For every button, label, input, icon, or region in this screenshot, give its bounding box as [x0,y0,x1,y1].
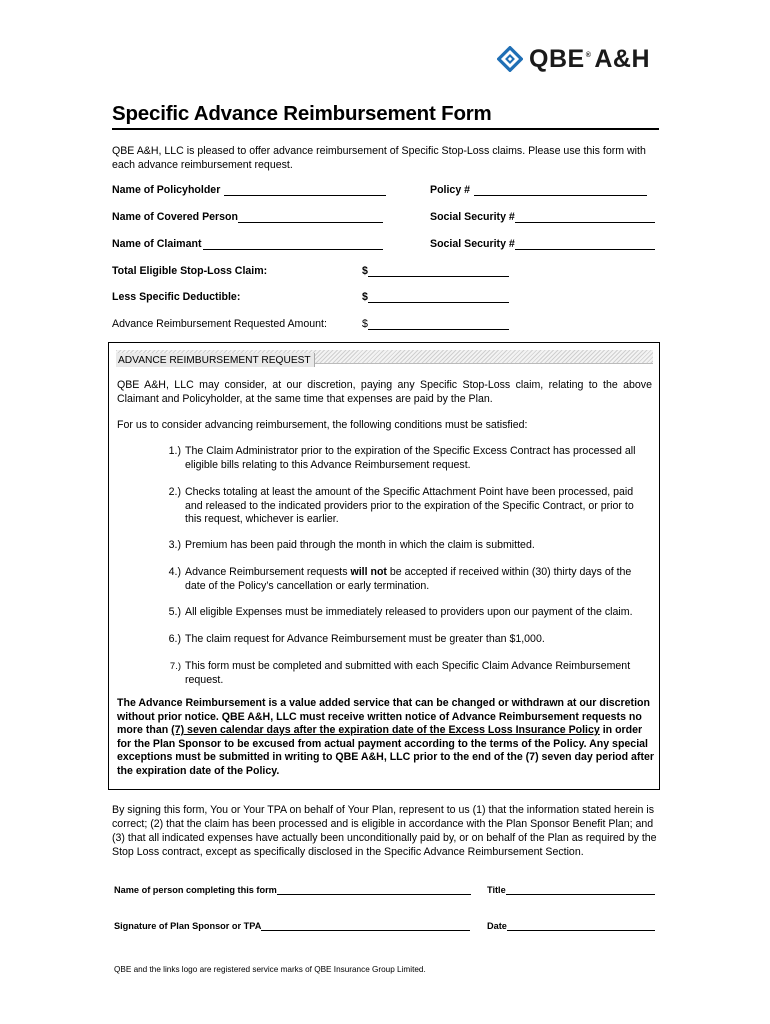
notice-paragraph: The Advance Reimbursement is a value added service that can be changed or withdrawn at our discretion without prior notice. QBE A&H, LLC must receive written notice of Advance Reimbursement requests no more than (7) seven calendar days after the expiration date of the Excess Loss Insurance Policy in order for the Plan Sponsor to be excused from actual payment according to the terms of the Policy. Any special exceptions must be submitted in writing to QBE A&H, LLC prior to the end of the (7) seven day period after the expiration date of the Policy. [117,697,654,777]
qbe-links-icon [497,46,523,72]
person-completing-field [114,885,471,895]
policy-number-label: Policy # [430,184,471,196]
person-completing-label: Name of person completing this form [114,885,277,895]
title-input[interactable] [506,885,655,895]
advance-amount-input[interactable] [368,318,509,330]
deductible-currency: $ [362,291,368,303]
ssn-label-2: Social Security # [430,238,515,250]
condition-1 [159,445,639,472]
condition-text: Checks totaling at least the amount of the Specific Attachment Point have been processed, paid and released to the indicated providers prior to the expiration of the Specific Contract, or prior to this request, whichever is earlier. [185,486,634,525]
condition-text: Advance Reimbursement requests will not be accepted if received within (30) thirty days of the date of the Policy’s cancellation or early termination. [185,566,632,592]
condition-text: The Claim Administrator prior to the expiration of the Specific Excess Contract has processed all eligible bills relating to this Advance Reimbursement request. [185,445,636,471]
title-label: Title [487,885,506,895]
condition-4 [159,566,639,593]
total-claim-input[interactable] [368,265,509,277]
footer-trademark: QBE and the links logo are registered service marks of QBE Insurance Group Limited. [114,965,426,974]
ssn-field-2 [430,238,655,250]
condition-3 [159,539,639,553]
ssn-label-1: Social Security # [430,211,515,223]
notice-deadline: (7) seven calendar days after the expiration date of the Excess Loss Insurance Policy [171,724,600,736]
title-field [487,885,655,895]
intro-text: QBE A&H, LLC is pleased to offer advance reimbursement of Specific Stop-Loss claims. Please use this form with each advance reimbursement request. [112,145,646,171]
condition-2 [159,486,639,527]
condition-number: 1.) [168,445,181,457]
total-claim-currency: $ [362,265,368,277]
policyholder-input[interactable] [224,184,386,196]
covered-person-input[interactable] [238,211,383,223]
condition-number: 4.) [168,566,181,578]
policyholder-field [112,184,386,196]
request-paragraph-1: QBE A&H, LLC may consider, at our discretion, paying any Specific Stop-Loss claim, relating to the above Claimant and Policyholder, at the same time that expenses are paid by the Plan. [117,379,652,405]
condition-6 [159,633,639,647]
ssn-field-1 [430,211,655,223]
total-claim-label: Total Eligible Stop-Loss Claim: [112,265,268,277]
title-rule [112,128,659,130]
condition-number: 6.) [168,633,181,645]
condition-7 [159,660,639,687]
advance-request-header-label: ADVANCE REIMBURSEMENT REQUEST [116,353,315,367]
advance-amount-field [362,318,509,330]
policy-number-field [430,184,647,196]
deductible-field [362,291,509,303]
total-claim-field [362,265,509,277]
signing-statement: By signing this form, You or Your TPA on behalf of Your Plan, represent to us (1) that the information stated herein is correct; (2) that the claim has been processed and is eligible in accordance with the Plan Sponsor Benefit Plan; and (3) that all indicated expenses have actually been unconditionally paid by, or on behalf of the Plan as required by the Stop Loss contract, except as specifically disclosed in the Specific Advance Reimbursement Section. [112,804,657,858]
policyholder-label: Name of Policyholder [112,184,221,196]
date-label: Date [487,921,507,931]
deductible-label: Less Specific Deductible: [112,291,241,303]
qbe-logo [497,44,650,74]
sponsor-signature-label: Signature of Plan Sponsor or TPA [114,921,262,931]
person-completing-input[interactable] [277,885,471,895]
ssn-input-2[interactable] [515,238,655,250]
request-paragraph-2: For us to consider advancing reimbursement, the following conditions must be satisfied: [117,419,528,431]
sponsor-signature-input[interactable] [261,921,470,931]
date-field [487,921,655,931]
condition-text: All eligible Expenses must be immediately released to providers upon our payment of the claim. [185,606,633,618]
condition-text: This form must be completed and submitted with each Specific Claim Advance Reimbursement request. [185,660,631,686]
advance-amount-label: Advance Reimbursement Requested Amount: [112,318,327,330]
advance-amount-currency: $ [362,318,368,330]
deductible-input[interactable] [368,291,509,303]
advance-request-box [108,342,660,790]
condition-number: 3.) [168,539,181,551]
claimant-input[interactable] [203,238,383,250]
condition-5 [159,606,639,620]
ssn-input-1[interactable] [515,211,655,223]
covered-person-field [112,211,383,223]
page-title: Specific Advance Reimbursement Form [112,102,492,125]
advance-request-header [116,350,653,364]
condition-text: Premium has been paid through the month in which the claim is submitted. [185,539,535,551]
condition-number: 2.) [168,486,181,498]
date-input[interactable] [507,921,655,931]
claimant-field [112,238,383,250]
condition-number: 5.) [168,606,181,618]
condition-number: 7.) [169,661,181,672]
condition-text: The claim request for Advance Reimbursement must be greater than $1,000. [185,633,545,645]
policy-number-input[interactable] [474,184,647,196]
will-not-emphasis: will not [350,566,387,578]
logo-text: QBE® A&H [529,44,651,73]
sponsor-signature-field [114,921,470,931]
claimant-label: Name of Claimant [112,238,202,250]
covered-person-label: Name of Covered Person [112,211,238,223]
